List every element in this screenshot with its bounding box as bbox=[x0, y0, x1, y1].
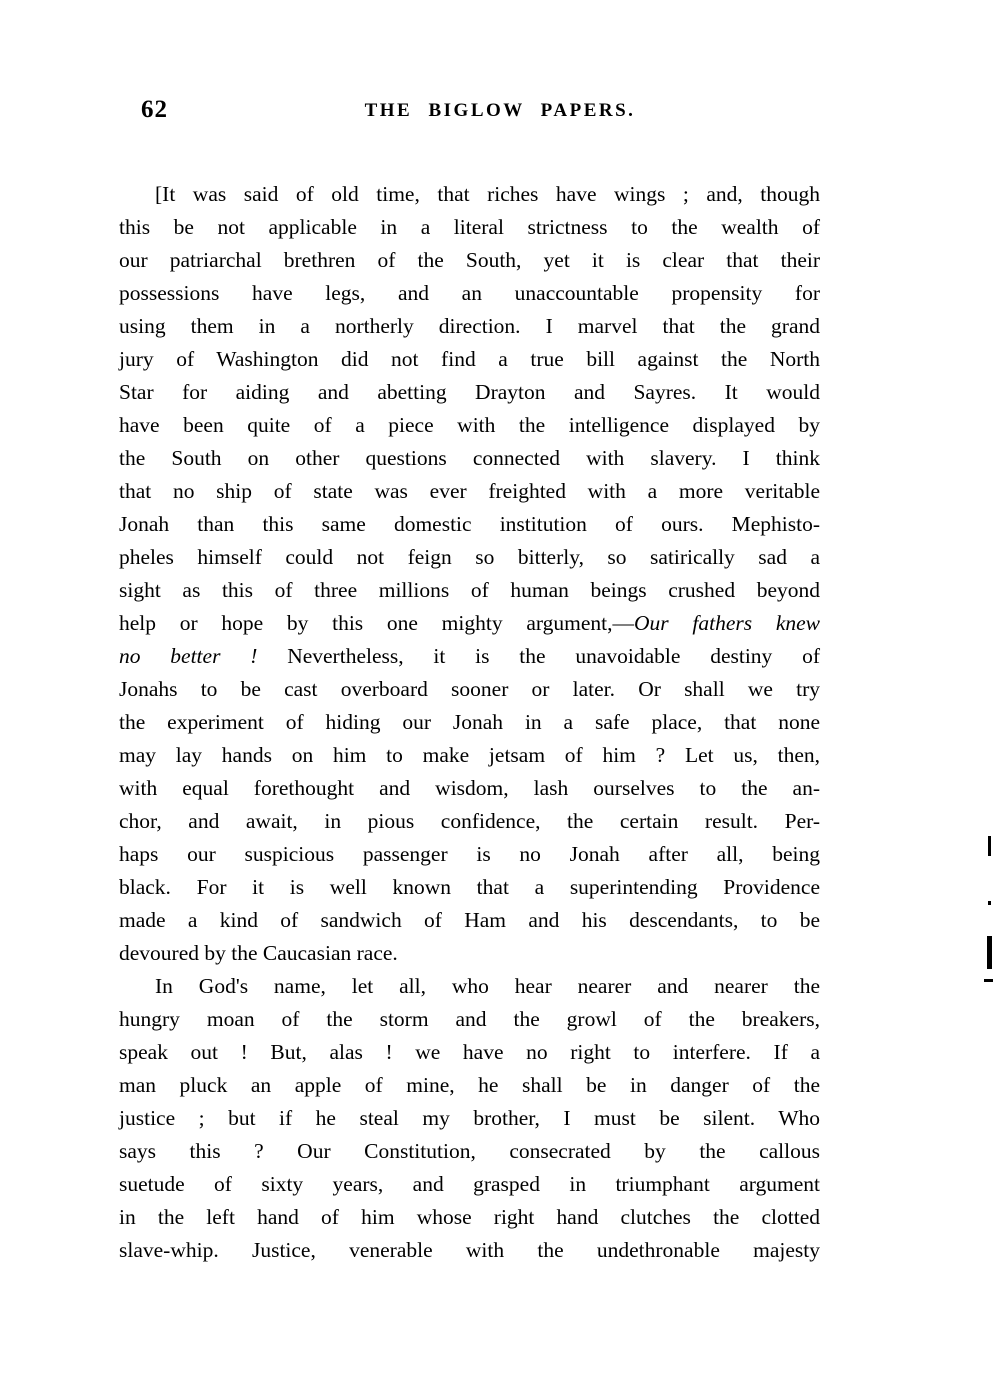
text-line bbox=[119, 1036, 820, 1069]
running-title: THE BIGLOW PAPERS. bbox=[364, 100, 636, 121]
text-line bbox=[119, 1102, 820, 1135]
text-segment: haps our suspicious passenger is no Jonah after all, being bbox=[119, 842, 820, 866]
text-segment: speak out ! But, alas ! we have no right to interfere. If a bbox=[119, 1040, 820, 1064]
text-line bbox=[119, 871, 820, 904]
text-segment: jury of Washington did not find a true bill against the North bbox=[119, 347, 820, 371]
text-segment: that no ship of state was ever freighted with a more veritable bbox=[119, 479, 820, 503]
text-line bbox=[119, 1135, 820, 1168]
text-line bbox=[119, 1234, 820, 1267]
text-segment: chor, and await, in pious confidence, the certain result. Per- bbox=[119, 809, 820, 833]
text-line bbox=[119, 343, 820, 376]
text-line bbox=[119, 475, 820, 508]
page-number: 62 bbox=[141, 96, 168, 123]
text-line bbox=[119, 772, 820, 805]
text-line bbox=[119, 178, 820, 211]
text-segment: with equal forethought and wisdom, lash ourselves to the an- bbox=[119, 776, 820, 800]
text-line bbox=[119, 739, 820, 772]
italic-phrase: Our fathers knew bbox=[634, 611, 820, 635]
text-line bbox=[119, 838, 820, 871]
text-segment: made a kind of sandwich of Ham and his descendants, to be bbox=[119, 908, 820, 932]
text-line bbox=[119, 1201, 820, 1234]
text-line bbox=[119, 1168, 820, 1201]
text-segment: Jonah than this same domestic institution of ours. Mephisto- bbox=[119, 512, 820, 536]
text-segment: help or hope by this one mighty argument,— bbox=[119, 611, 634, 635]
scan-artifact-mark bbox=[987, 936, 992, 969]
text-line bbox=[119, 409, 820, 442]
text-segment: slave-whip. Justice, venerable with the undethronable majesty bbox=[119, 1238, 820, 1262]
text-line bbox=[119, 541, 820, 574]
text-segment: devoured by the Caucasian race. bbox=[119, 941, 398, 965]
text-line bbox=[119, 607, 820, 640]
text-segment: Nevertheless, it is the unavoidable destiny of bbox=[257, 644, 821, 668]
scan-artifact-mark bbox=[988, 901, 991, 905]
text-line bbox=[119, 1003, 820, 1036]
text-line bbox=[119, 706, 820, 739]
text-segment: pheles himself could not feign so bitterly, so satirically sad a bbox=[119, 545, 820, 569]
text-line bbox=[119, 970, 820, 1003]
text-segment: sight as this of three millions of human beings crushed beyond bbox=[119, 578, 820, 602]
text-segment: have been quite of a piece with the intelligence displayed by bbox=[119, 413, 820, 437]
text-line bbox=[119, 640, 820, 673]
text-column bbox=[119, 178, 820, 1267]
text-line bbox=[119, 310, 820, 343]
text-segment: Star for aiding and abetting Drayton and Sayres. It would bbox=[119, 380, 820, 404]
text-segment: our patriarchal brethren of the South, yet it is clear that their bbox=[119, 248, 820, 272]
text-line bbox=[119, 1069, 820, 1102]
text-segment: may lay hands on him to make jetsam of him ? Let us, then, bbox=[119, 743, 820, 767]
scan-artifact-mark bbox=[984, 979, 993, 982]
text-segment: the experiment of hiding our Jonah in a safe place, that none bbox=[119, 710, 820, 734]
text-line bbox=[119, 244, 820, 277]
scan-artifact-mark bbox=[988, 836, 991, 856]
text-line bbox=[119, 376, 820, 409]
text-line bbox=[119, 277, 820, 310]
text-segment: says this ? Our Constitution, consecrated by the callous bbox=[119, 1139, 820, 1163]
text-segment: In God's name, let all, who hear nearer and nearer the bbox=[155, 974, 820, 998]
text-segment: this be not applicable in a literal strictness to the wealth of bbox=[119, 215, 820, 239]
text-line bbox=[119, 904, 820, 937]
text-line bbox=[119, 442, 820, 475]
text-segment: man pluck an apple of mine, he shall be in danger of the bbox=[119, 1073, 820, 1097]
text-line bbox=[119, 211, 820, 244]
text-segment: Jonahs to be cast overboard sooner or later. Or shall we try bbox=[119, 677, 820, 701]
text-line bbox=[119, 937, 820, 970]
text-segment: [It was said of old time, that riches have wings ; and, though bbox=[155, 182, 820, 206]
italic-phrase: no better ! bbox=[119, 644, 258, 668]
text-segment: black. For it is well known that a superintending Providence bbox=[119, 875, 820, 899]
text-segment: possessions have legs, and an unaccountable propensity for bbox=[119, 281, 820, 305]
text-segment: in the left hand of him whose right hand clutches the clotted bbox=[119, 1205, 820, 1229]
text-line bbox=[119, 805, 820, 838]
text-segment: suetude of sixty years, and grasped in triumphant argument bbox=[119, 1172, 820, 1196]
text-line bbox=[119, 574, 820, 607]
text-segment: using them in a northerly direction. I marvel that the grand bbox=[119, 314, 820, 338]
text-line bbox=[119, 508, 820, 541]
text-segment: justice ; but if he steal my brother, I must be silent. Who bbox=[119, 1106, 820, 1130]
text-line bbox=[119, 673, 820, 706]
text-segment: hungry moan of the storm and the growl of the breakers, bbox=[119, 1007, 820, 1031]
text-segment: the South on other questions connected with slavery. I think bbox=[119, 446, 820, 470]
